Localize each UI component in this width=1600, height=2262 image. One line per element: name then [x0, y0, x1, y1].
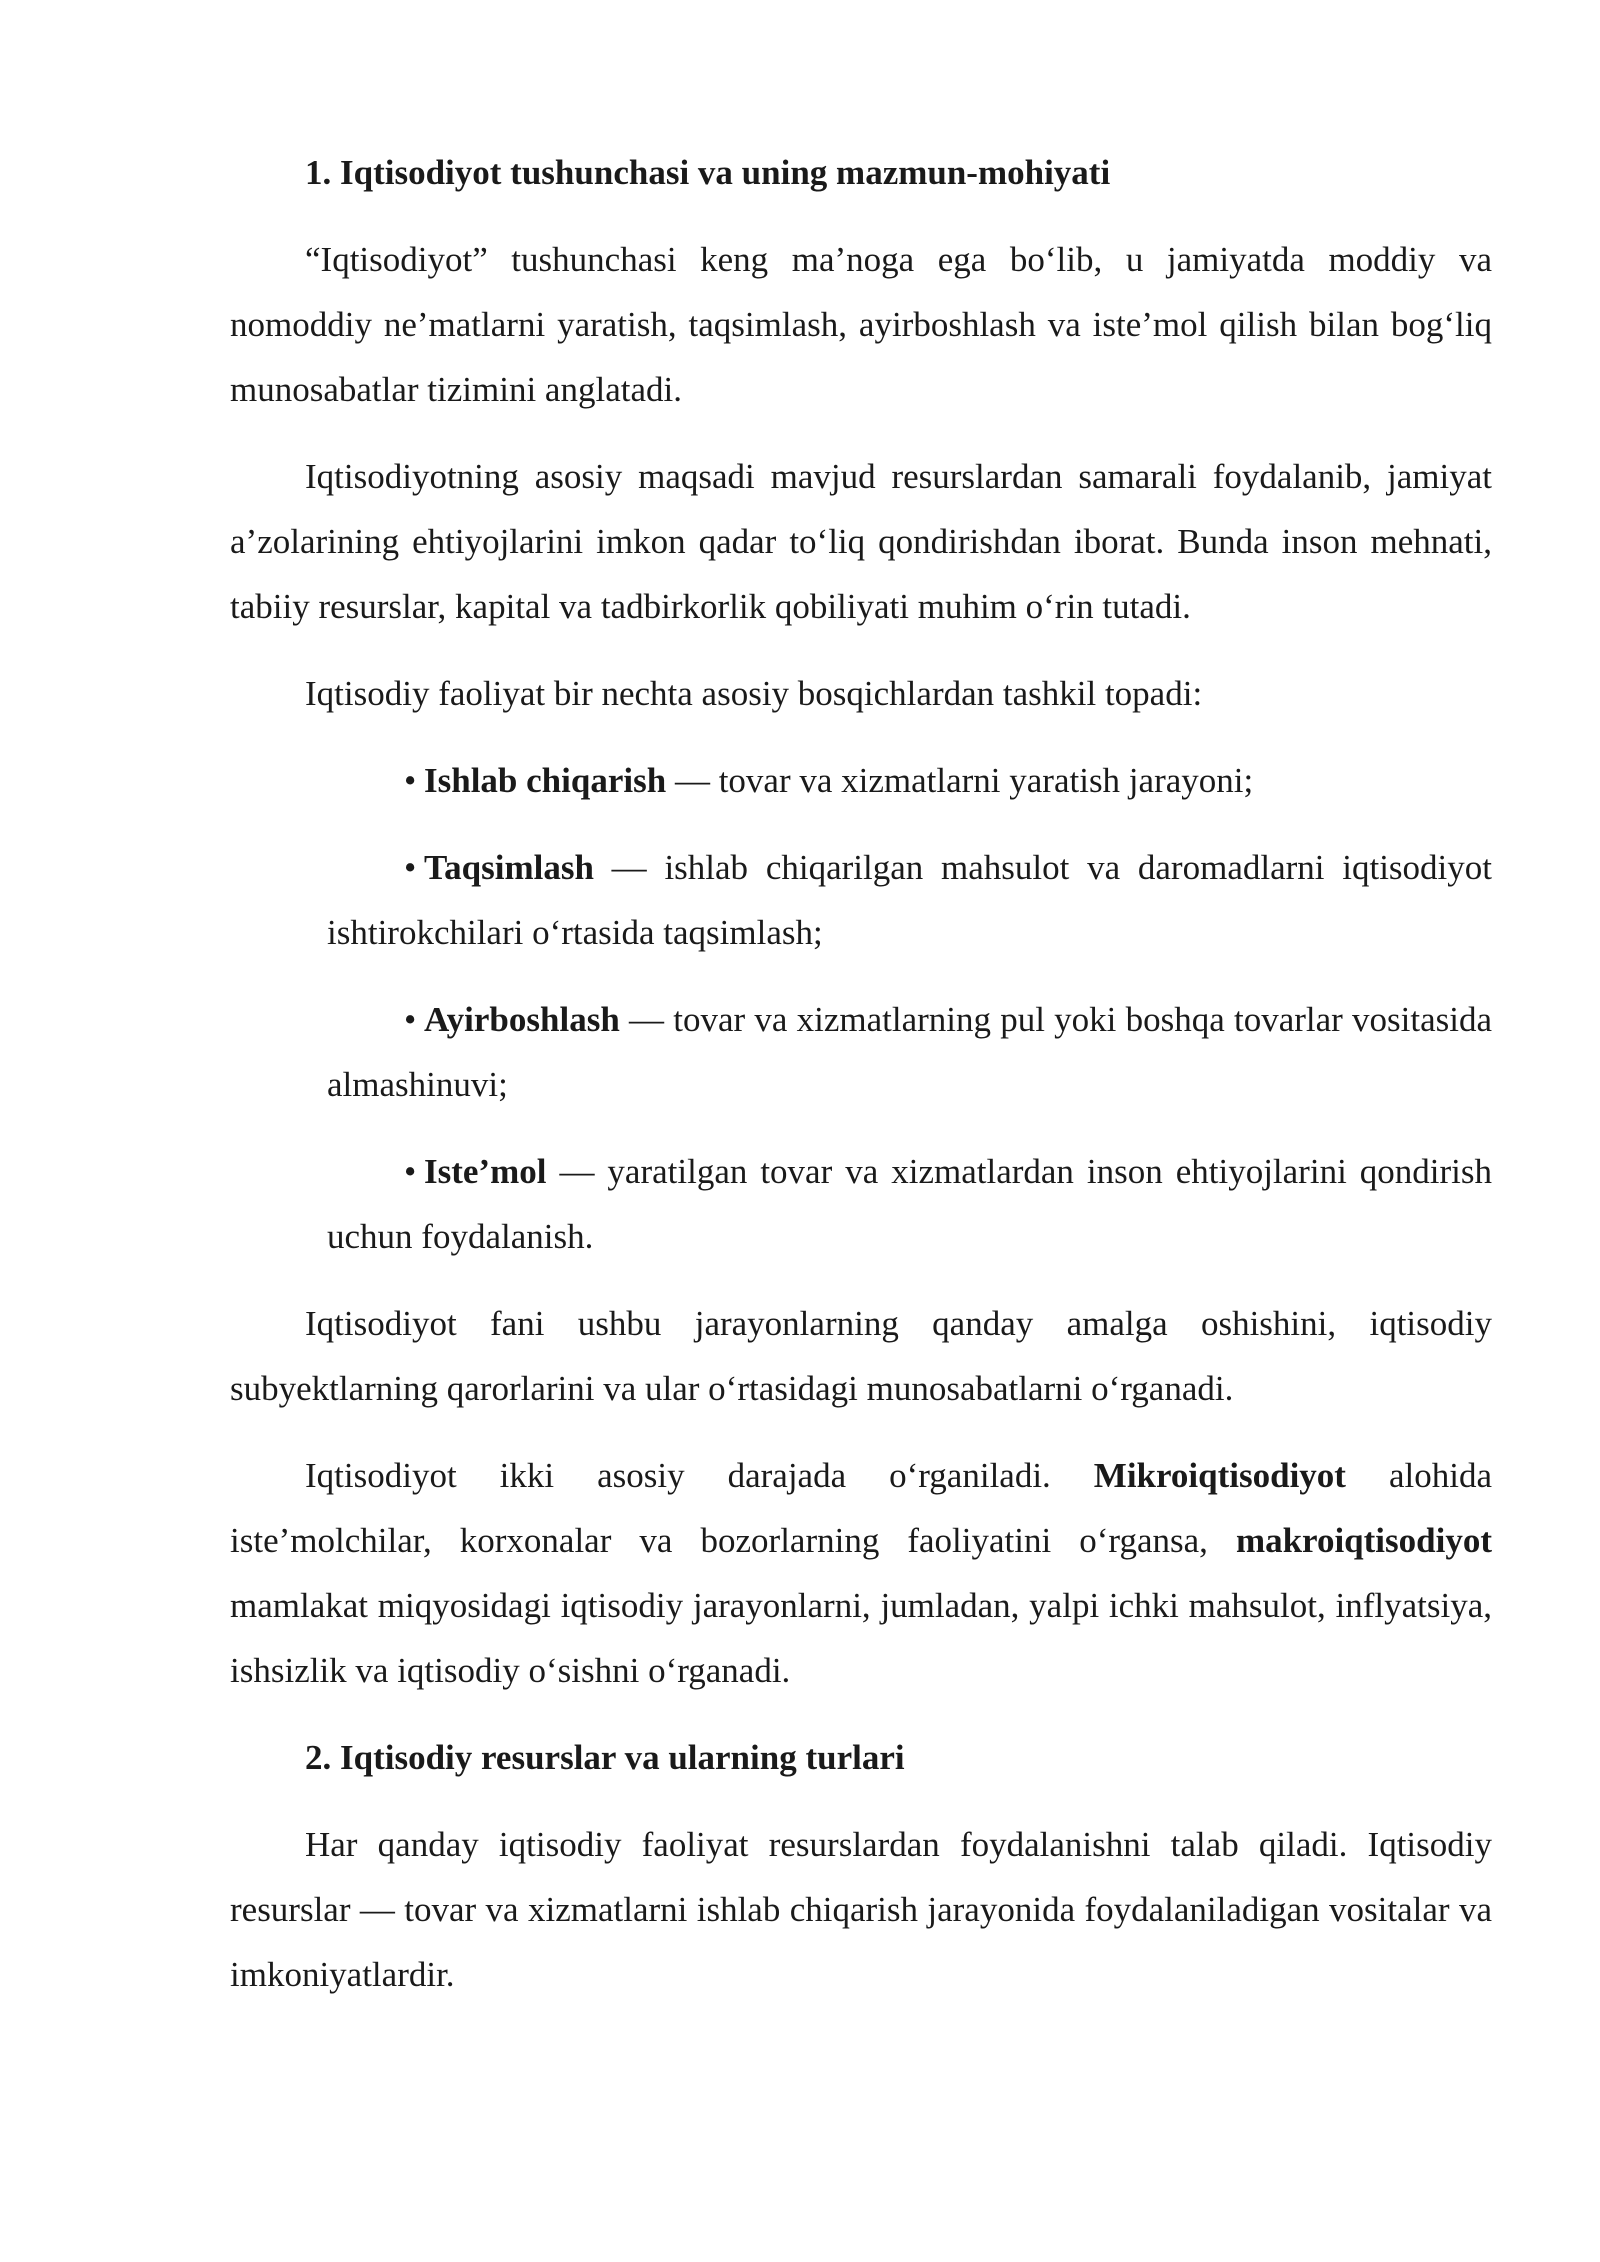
bullet-icon: •	[404, 1000, 417, 1039]
stage-description: — tovar va xizmatlarni yaratish jarayoni;	[666, 761, 1254, 800]
levels-text-2: alohida iste’molchilar, korxonalar va bozorlarning faoliyatini o‘rgansa,	[230, 1456, 1492, 1560]
stages-list	[230, 748, 1492, 1269]
stage-term: Ayirboshlash	[424, 1000, 620, 1039]
section-heading-2: 2. Iqtisodiy resurslar va ularning turlari	[305, 1738, 905, 1777]
paragraph-goal: Iqtisodiyotning asosiy maqsadi mavjud resurslardan samarali foydalanib, jamiyat a’zolarining ehtiyojlarini imkon qadar to‘liq qondirishdan iborat. Bunda inson mehnati, tabiiy resurslar, kapital va tadbirkorlik qobiliyati muhim o‘rin tutadi.	[230, 457, 1492, 626]
stage-description: — yaratilgan tovar va xizmatlardan inson ehtiyojlarini qondirish uchun foydalanish.	[327, 1152, 1492, 1256]
bullet-icon: •	[404, 1152, 417, 1191]
levels-text-3: mamlakat miqyosidagi iqtisodiy jarayonlarni, jumladan, yalpi ichki mahsulot, inflyatsiya, ishsizlik va iqtisodiy o‘sishni o‘rganadi.	[230, 1586, 1492, 1690]
stage-description: — ishlab chiqarilgan mahsulot va daromadlarni iqtisodiyot ishtirokchilari o‘rtasida taqsimlash;	[327, 848, 1492, 952]
stage-term: Ishlab chiqarish	[424, 761, 667, 800]
bullet-icon: •	[404, 848, 417, 887]
term-macroeconomics: makroiqtisodiyot	[1235, 1521, 1492, 1560]
paragraph-resources: Har qanday iqtisodiy faoliyat resurslardan foydalanishni talab qiladi. Iqtisodiy resurslar — tovar va xizmatlarni ishlab chiqarish jarayonida foydalaniladigan vositalar va imkoniyatlardir.	[230, 1825, 1492, 1994]
document-page	[230, 140, 1492, 2029]
paragraph-levels	[230, 1443, 1492, 1703]
term-microeconomics: Mikroiqtisodiyot	[1093, 1456, 1346, 1495]
section-heading-1: 1. Iqtisodiyot tushunchasi va uning mazmun-mohiyati	[305, 153, 1111, 192]
levels-text-1: Iqtisodiyot ikki asosiy darajada o‘rganiladi.	[305, 1456, 1094, 1495]
list-item	[230, 835, 1492, 965]
list-item	[230, 987, 1492, 1117]
paragraph-science-scope: Iqtisodiyot fani ushbu jarayonlarning qanday amalga oshishini, iqtisodiy subyektlarning qarorlarini va ular o‘rtasidagi munosabatlarni o‘rganadi.	[230, 1304, 1492, 1408]
paragraph-definition: “Iqtisodiyot” tushunchasi keng ma’noga ega bo‘lib, u jamiyatda moddiy va nomoddiy ne’matlarni yaratish, taqsimlash, ayirboshlash va iste’mol qilish bilan bog‘liq munosabatlar tizimini anglatadi.	[230, 240, 1492, 409]
stage-term: Taqsimlash	[424, 848, 594, 887]
list-item	[230, 748, 1492, 813]
stage-description: — tovar va xizmatlarning pul yoki boshqa tovarlar vositasida almashinuvi;	[327, 1000, 1492, 1104]
bullet-icon: •	[404, 761, 417, 800]
paragraph-stages-intro: Iqtisodiy faoliyat bir nechta asosiy bosqichlardan tashkil topadi:	[305, 674, 1203, 713]
list-item	[230, 1139, 1492, 1269]
stage-term: Iste’mol	[424, 1152, 547, 1191]
